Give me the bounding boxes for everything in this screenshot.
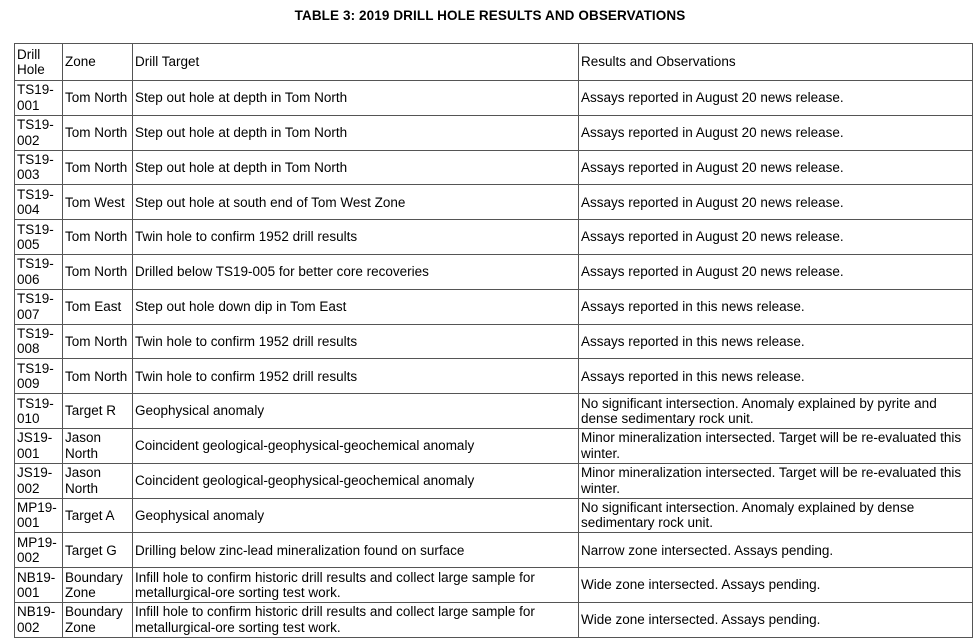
header-drill-hole: Drill Hole [15, 44, 63, 81]
table-row [15, 324, 973, 359]
cell-hole: NB19-001 [15, 568, 63, 603]
table-title: TABLE 3: 2019 DRILL HOLE RESULTS AND OBSERVATIONS [294, 8, 686, 23]
cell-target: Infill hole to confirm historic drill results and collect large sample for metallurgical-ore sorting test work. [133, 602, 579, 637]
cell-target: Coincident geological-geophysical-geochemical anomaly [133, 428, 579, 463]
cell-zone: Tom North [63, 359, 133, 394]
cell-target: Step out hole at depth in Tom North [133, 150, 579, 185]
cell-zone: Jason North [63, 463, 133, 498]
cell-results: Assays reported in August 20 news release. [579, 254, 973, 289]
table-row [15, 533, 973, 568]
cell-hole: JS19-001 [15, 428, 63, 463]
cell-zone: Jason North [63, 428, 133, 463]
cell-hole: TS19-010 [15, 394, 63, 429]
table-row [15, 220, 973, 255]
cell-hole: TS19-006 [15, 254, 63, 289]
cell-target: Twin hole to confirm 1952 drill results [133, 324, 579, 359]
table-row [15, 498, 973, 533]
cell-results: Assays reported in this news release. [579, 289, 973, 324]
table-row [15, 359, 973, 394]
cell-hole: TS19-008 [15, 324, 63, 359]
cell-results: Assays reported in this news release. [579, 324, 973, 359]
cell-hole: TS19-001 [15, 81, 63, 116]
cell-zone: Tom North [63, 324, 133, 359]
table-row [15, 568, 973, 603]
header-row [15, 44, 973, 81]
cell-target: Geophysical anomaly [133, 394, 579, 429]
cell-target: Coincident geological-geophysical-geochemical anomaly [133, 463, 579, 498]
table-row [15, 185, 973, 220]
table-row [15, 428, 973, 463]
cell-target: Drilled below TS19-005 for better core recoveries [133, 254, 579, 289]
cell-results: Wide zone intersected. Assays pending. [579, 602, 973, 637]
cell-results: Assays reported in this news release. [579, 359, 973, 394]
cell-target: Infill hole to confirm historic drill results and collect large sample for metallurgical-ore sorting test work. [133, 568, 579, 603]
cell-hole: TS19-005 [15, 220, 63, 255]
drill-results-table [14, 43, 973, 638]
table-row [15, 150, 973, 185]
cell-target: Twin hole to confirm 1952 drill results [133, 220, 579, 255]
cell-hole: JS19-002 [15, 463, 63, 498]
cell-hole: TS19-002 [15, 115, 63, 150]
header-zone: Zone [63, 44, 133, 81]
cell-target: Step out hole at depth in Tom North [133, 115, 579, 150]
cell-results: Assays reported in August 20 news release. [579, 81, 973, 116]
cell-results: Assays reported in August 20 news release. [579, 150, 973, 185]
cell-results: Wide zone intersected. Assays pending. [579, 568, 973, 603]
cell-results: Narrow zone intersected. Assays pending. [579, 533, 973, 568]
cell-zone: Tom East [63, 289, 133, 324]
cell-target: Drilling below zinc-lead mineralization found on surface [133, 533, 579, 568]
cell-zone: Target G [63, 533, 133, 568]
table-row [15, 602, 973, 637]
cell-zone: Tom North [63, 150, 133, 185]
cell-results: Minor mineralization intersected. Target will be re-evaluated this winter. [579, 463, 973, 498]
cell-results: No significant intersection. Anomaly explained by dense sedimentary rock unit. [579, 498, 973, 533]
cell-hole: MP19-001 [15, 498, 63, 533]
cell-zone: Boundary Zone [63, 602, 133, 637]
cell-zone: Target A [63, 498, 133, 533]
cell-hole: TS19-007 [15, 289, 63, 324]
cell-results: Minor mineralization intersected. Target will be re-evaluated this winter. [579, 428, 973, 463]
cell-results: Assays reported in August 20 news release. [579, 185, 973, 220]
cell-zone: Tom West [63, 185, 133, 220]
cell-target: Geophysical anomaly [133, 498, 579, 533]
header-drill-target: Drill Target [133, 44, 579, 81]
table-row [15, 394, 973, 429]
cell-results: Assays reported in August 20 news release. [579, 115, 973, 150]
cell-target: Step out hole down dip in Tom East [133, 289, 579, 324]
cell-target: Step out hole at south end of Tom West Zone [133, 185, 579, 220]
cell-results: No significant intersection. Anomaly explained by pyrite and dense sedimentary rock unit. [579, 394, 973, 429]
cell-zone: Tom North [63, 81, 133, 116]
cell-zone: Tom North [63, 220, 133, 255]
table-row [15, 254, 973, 289]
cell-zone: Tom North [63, 254, 133, 289]
cell-results: Assays reported in August 20 news release. [579, 220, 973, 255]
table-row [15, 81, 973, 116]
cell-hole: TS19-003 [15, 150, 63, 185]
header-results: Results and Observations [579, 44, 973, 81]
cell-hole: NB19-002 [15, 602, 63, 637]
cell-zone: Target R [63, 394, 133, 429]
cell-hole: TS19-009 [15, 359, 63, 394]
cell-hole: MP19-002 [15, 533, 63, 568]
table-row [15, 463, 973, 498]
table-row [15, 115, 973, 150]
cell-zone: Tom North [63, 115, 133, 150]
cell-target: Twin hole to confirm 1952 drill results [133, 359, 579, 394]
cell-target: Step out hole at depth in Tom North [133, 81, 579, 116]
cell-hole: TS19-004 [15, 185, 63, 220]
table-row [15, 289, 973, 324]
cell-zone: Boundary Zone [63, 568, 133, 603]
